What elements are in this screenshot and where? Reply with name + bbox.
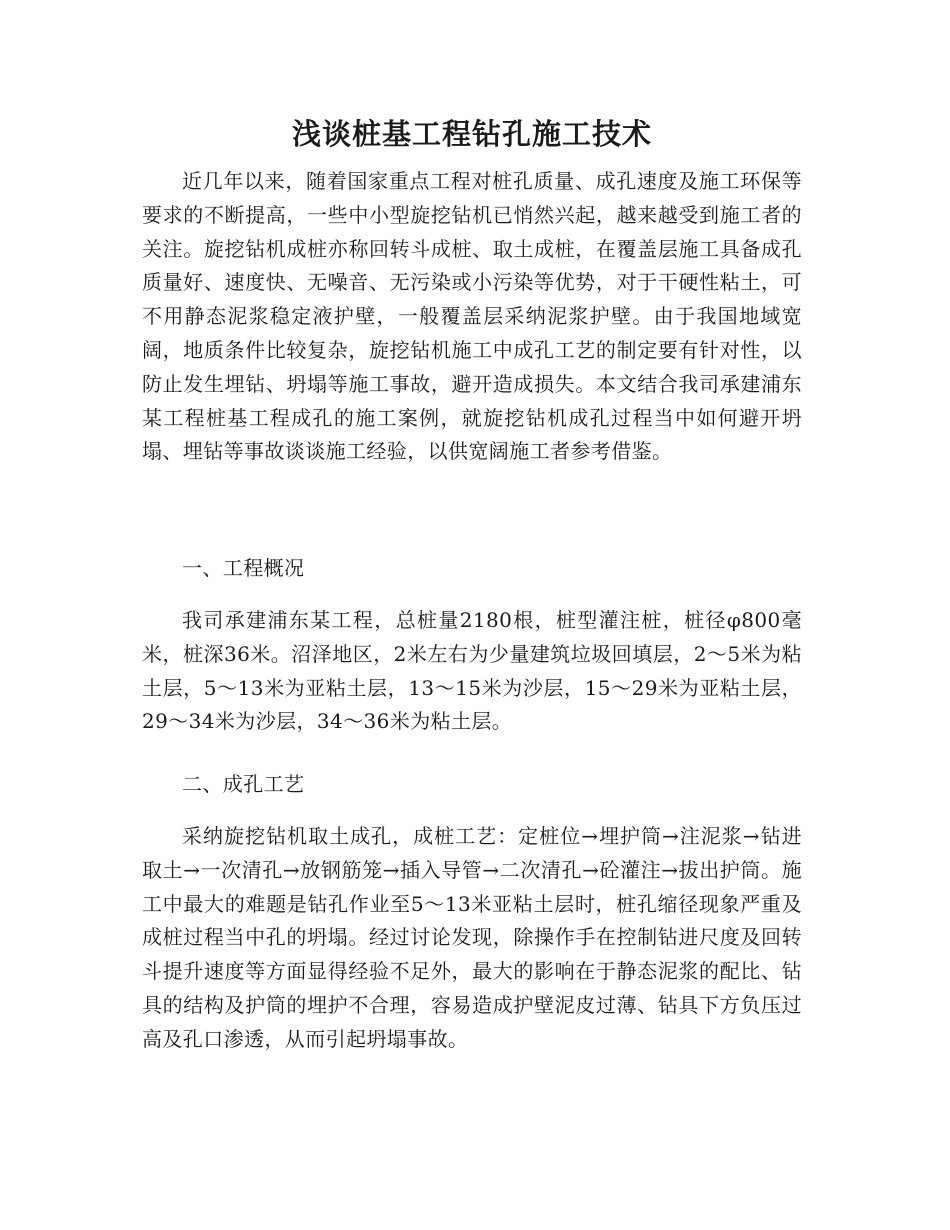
intro-paragraph: 近几年以来，随着国家重点工程对桩孔质量、成孔速度及施工环保等要求的不断提高，一些中小型旋挖钻机已悄然兴起，越来越受到施工者的关注。旋挖钻机成桩亦称回转斗成桩、取土成桩，在覆盖层施工具备成孔质量好、速度快、无噪音、无污染或小污染等优势，对于干硬性粘土，可不用静态泥浆稳定液护壁，一般覆盖层采纳泥浆护壁。由于我国地域宽阔，地质条件比较复杂，旋挖钻机施工中成孔工艺的制定要有针对性，以防止发生埋钻、坍塌等施工事故，避开造成损失。本文结合我司承建浦东某工程桩基工程成孔的施工案例，就旋挖钻机成孔过程当中如何避开坍塌、埋钻等事故谈谈施工经验，以供宽阔施工者参考借鉴。 <box>142 169 802 464</box>
section-body-overview: 我司承建浦东某工程，总桩量2180根，桩型灌注桩，桩径φ800毫米，桩深36米。沼泽地区，2米左右为少量建筑垃圾回填层，2～5米为粘土层，5～13米为亚粘土层，13～15米为沙层，15～29米为亚粘土层，29～34米为沙层，34～36米为粘土层。 <box>142 608 802 734</box>
section-body-process: 采纳旋挖钻机取土成孔，成桩工艺：定桩位→埋护筒→注泥浆→钻进取土→一次清孔→放钢筋笼→插入导管→二次清孔→砼灌注→拔出护筒。施工中最大的难题是钻孔作业至5～13米亚粘土层时，桩孔缩径现象严重及成桩过程当中孔的坍塌。经过讨论发现，除操作手在控制钻进尺度及回转斗提升速度等方面显得经验不足外，最大的影响在于静态泥浆的配比、钻具的结构及护筒的埋护不合理，容易造成护壁泥皮过薄、钻具下方负压过高及孔口渗透，从而引起坍塌事故。 <box>142 824 802 1051</box>
section-heading-overview: 一、工程概况 <box>182 556 305 580</box>
section-heading-process: 二、成孔工艺 <box>182 772 305 796</box>
document-title: 浅谈桩基工程钻孔施工技术 <box>291 117 652 151</box>
